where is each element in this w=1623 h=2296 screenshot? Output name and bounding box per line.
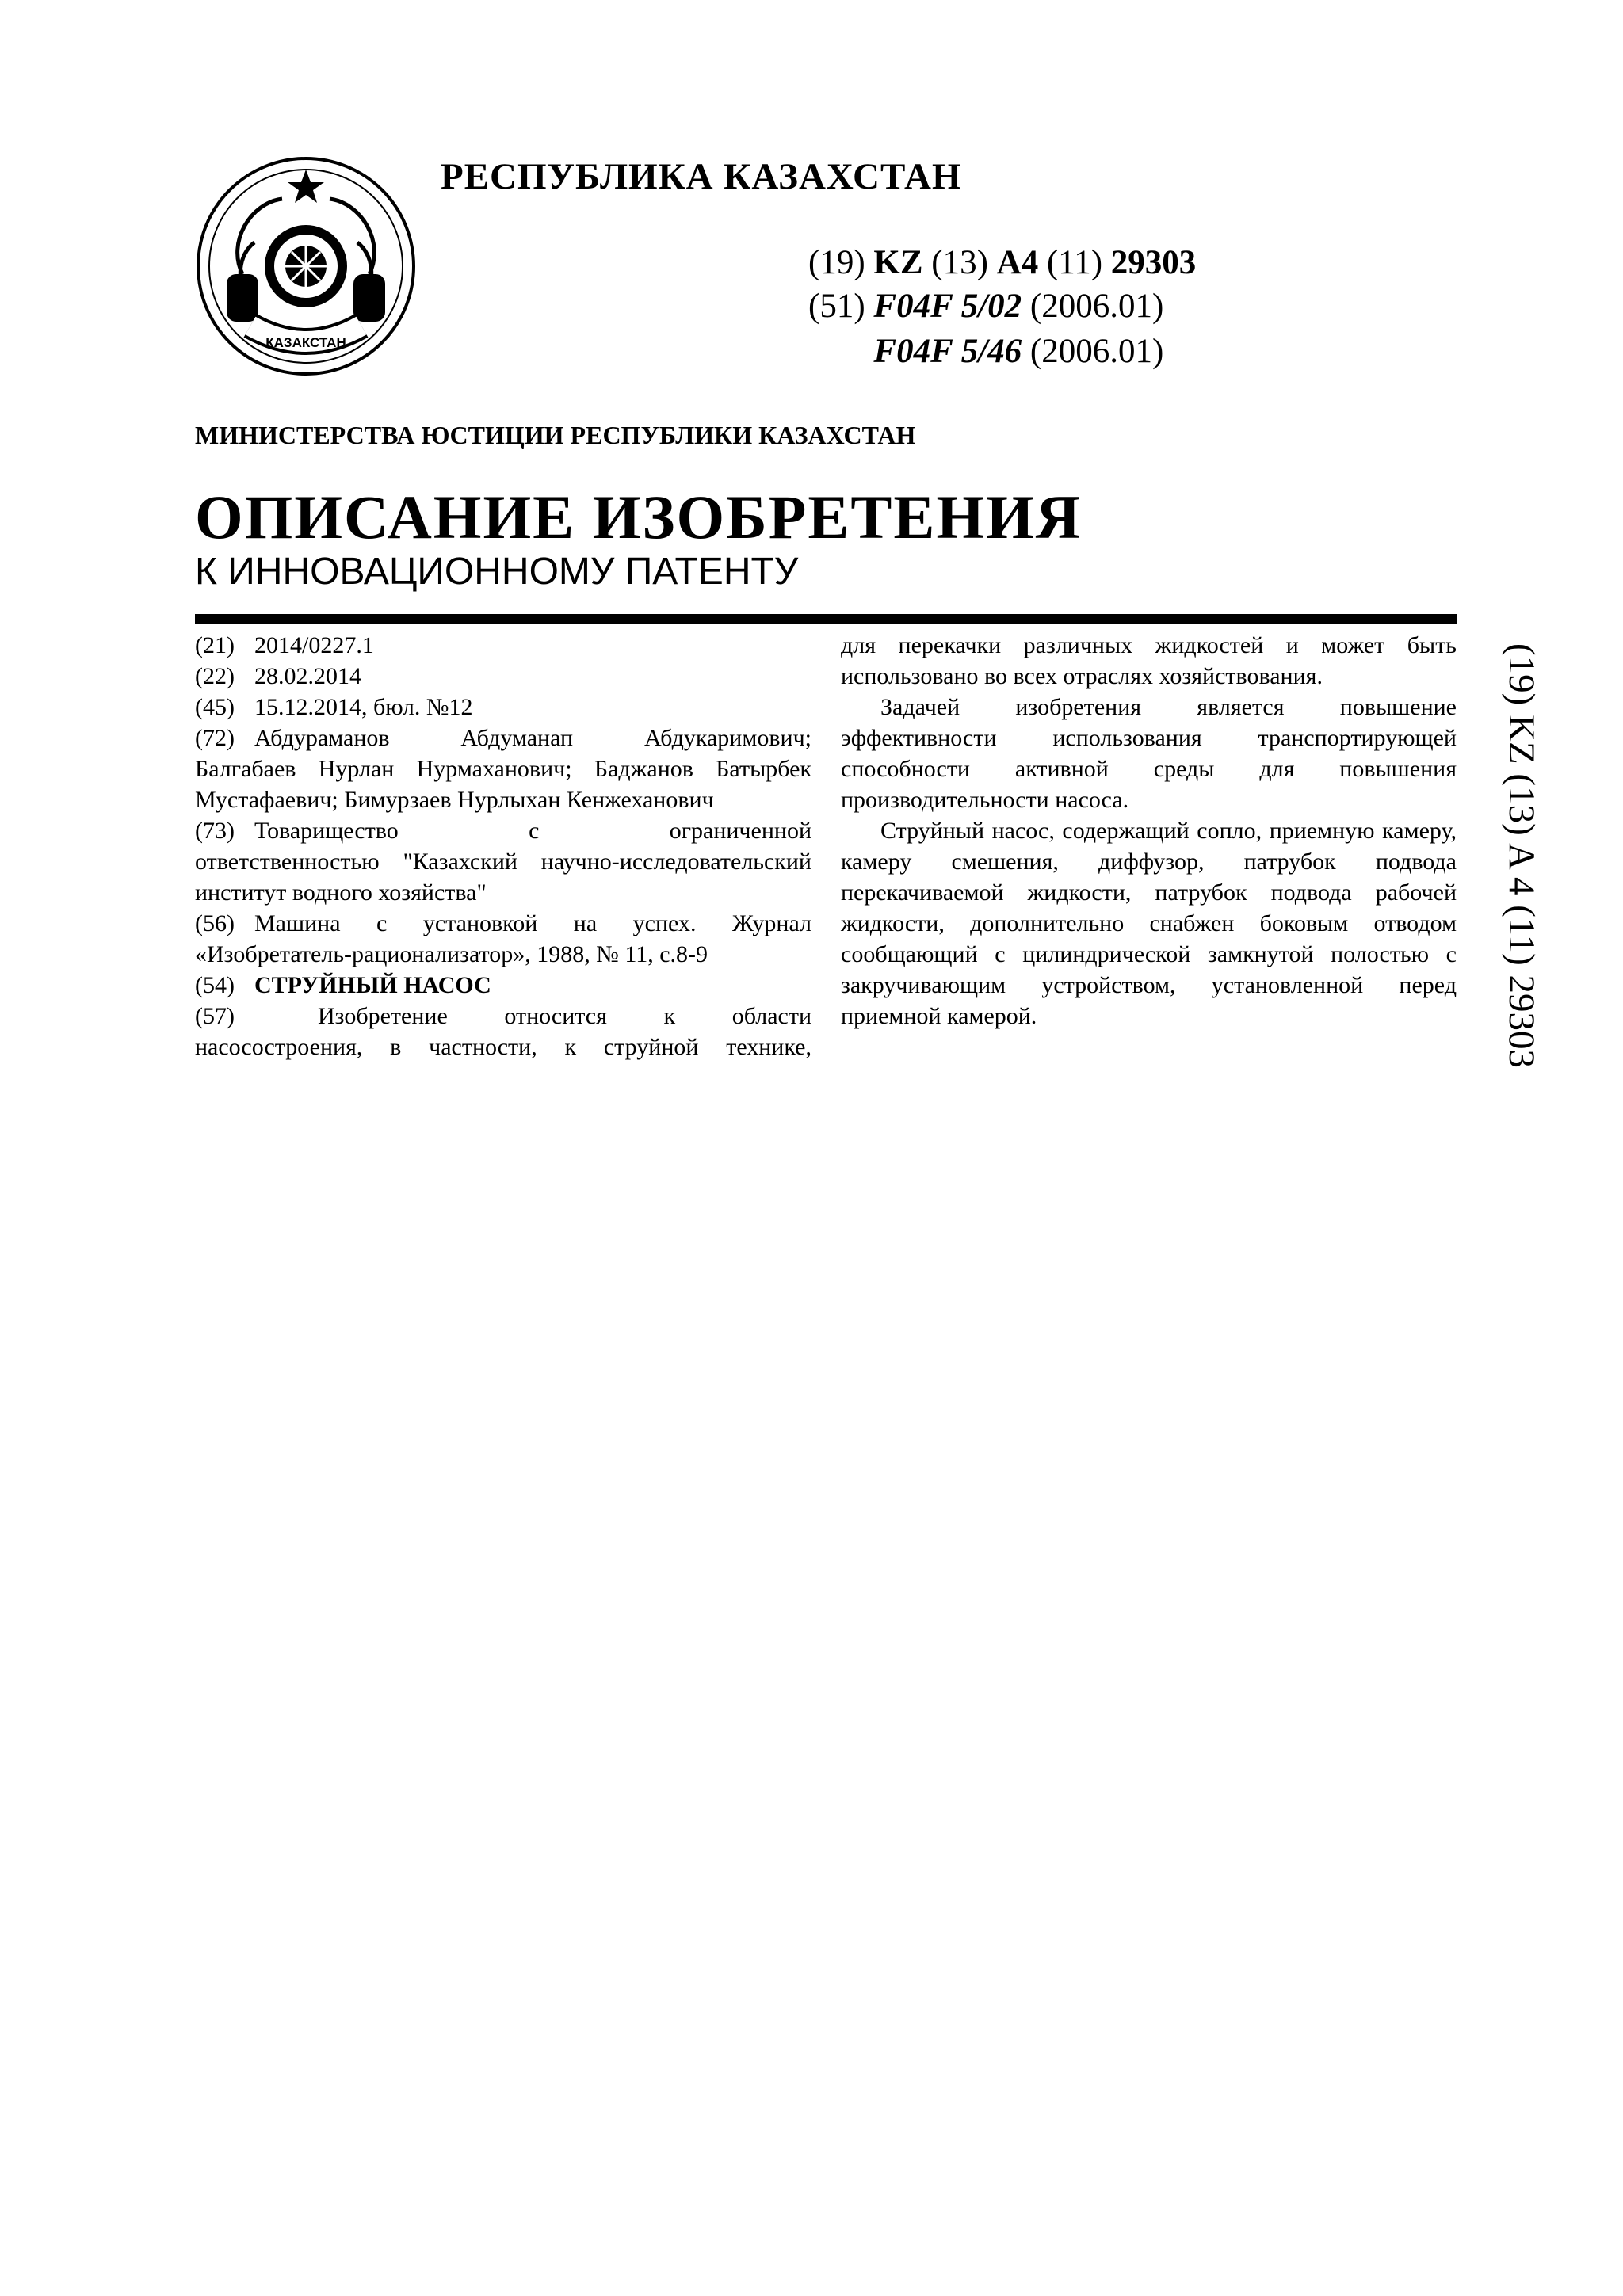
inid-13: (13): [931, 244, 988, 281]
side-code-text: (19) KZ (13) A 4 (11) 29303: [1501, 643, 1542, 1068]
field-code: (72): [195, 725, 235, 751]
field-code: (57): [195, 1003, 235, 1029]
document-kind: A4: [996, 244, 1039, 281]
emblem-ribbon-text: КАЗАКСТАН: [265, 335, 346, 350]
ipc-version-1: (2006.01): [1029, 288, 1164, 325]
field-72: [195, 723, 812, 815]
field-code: (22): [195, 663, 235, 689]
field-code: (73): [195, 818, 235, 844]
ipc-line-1: [808, 285, 1163, 328]
ipc-version-2: (2006.01): [1029, 333, 1164, 370]
field-45: [195, 692, 812, 723]
abstract-paragraph-1: для перекачки различных жидкостей и может быть использовано во всех отраслях хозяйствования.: [841, 632, 1457, 689]
field-21: [195, 630, 812, 661]
field-73: [195, 815, 812, 908]
field-code: (45): [195, 694, 235, 720]
bibliographic-column: [195, 630, 812, 1062]
ipc-class-1: F04F 5/02: [873, 288, 1022, 325]
state-emblem-image: [195, 155, 417, 377]
ipc-class-2: F04F 5/46: [873, 333, 1022, 370]
abstract-line-1: Изобретение относится к области: [318, 1003, 812, 1029]
document-subtitle: К ИННОВАЦИОННОМУ ПАТЕНТУ: [195, 551, 799, 593]
abstract-paragraph-3: Струйный насос, содержащий сопло, приемную камеру, камеру смешения, диффузор, патрубок подвода перекачиваемой жидкости, патрубок подвода рабочей жидкости, дополнительно снабжен боковым отводом сообщающий с цилиндрической замкнутой полостью с закручивающим устройством, установленной перед приемной камерой.: [841, 818, 1457, 1029]
prior-art-line-1: Машина с установкой на успех. Журнал: [254, 910, 812, 936]
owner-rest: ответственностью "Казахский научно-исследовательский институт водного хозяйства": [195, 849, 812, 906]
abstract-start: насосостроения, в частности, к струйной технике,: [195, 1034, 812, 1060]
prior-art-rest: «Изобретатель-рационализатор», 1988, № 11, с.8-9: [195, 941, 708, 967]
patent-number: 29303: [1110, 244, 1197, 281]
inventors-line-1: Абдураманов Абдуманап Абдукаримович;: [254, 725, 812, 751]
vertical-side-code: [1499, 635, 1544, 1075]
inid-11: (11): [1046, 244, 1103, 281]
field-code: (21): [195, 632, 235, 658]
abstract-column: [841, 630, 1457, 1032]
inid-51: (51): [808, 288, 865, 325]
field-54: [195, 970, 812, 1001]
filing-date: 28.02.2014: [254, 663, 361, 689]
invention-title: СТРУЙНЫЙ НАСОС: [254, 972, 491, 998]
country-code: KZ: [873, 244, 923, 281]
field-code: (54): [195, 972, 235, 998]
inventors-rest: Балгабаев Нурлан Нурмаханович; Баджанов Батырбек Мустафаевич; Бимурзаев Нурлыхан Кенжеханович: [195, 756, 812, 813]
country-heading: РЕСПУБЛИКА КАЗАХСТАН: [441, 156, 962, 197]
publication-code-line: [808, 242, 1196, 284]
field-57: [195, 1001, 812, 1062]
field-code: (56): [195, 910, 235, 936]
field-56: [195, 908, 812, 970]
field-22: [195, 661, 812, 692]
owner-line-1: Товарищество с ограниченной: [254, 818, 812, 844]
application-number: 2014/0227.1: [254, 632, 374, 658]
header-divider: [195, 614, 1457, 624]
publication-date: 15.12.2014, бюл. №12: [254, 694, 473, 720]
abstract-paragraph-2: Задачей изобретения является повышение эффективности использования транспортирующей способности активной среды для повышения производительности насоса.: [841, 694, 1457, 813]
ministry-heading: МИНИСТЕРСТВА ЮСТИЦИИ РЕСПУБЛИКИ КАЗАХСТАН: [195, 421, 916, 449]
inid-19: (19): [808, 244, 865, 281]
document-title: ОПИСАНИЕ ИЗОБРЕТЕНИЯ: [195, 482, 1083, 551]
ipc-line-2: [808, 330, 1163, 373]
